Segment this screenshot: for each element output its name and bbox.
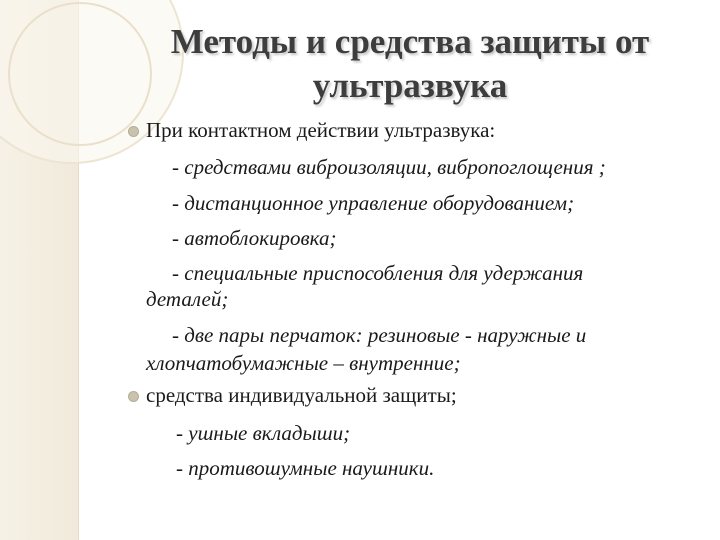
sub-item: - противошумные наушники. bbox=[176, 456, 435, 480]
sub-item: - средствами виброизоляции, вибропоглощения ; bbox=[172, 155, 606, 179]
sub-item: - автоблокировка; bbox=[172, 226, 337, 250]
sub-item: - ушные вкладыши; bbox=[176, 421, 351, 445]
sub-item-continuation: деталей; bbox=[146, 287, 229, 311]
slide-title: Методы и средства защиты от ультразвука bbox=[170, 22, 650, 105]
sub-item: - специальные приспособления для удержания bbox=[172, 261, 584, 285]
bullet-text: средства индивидуальной защиты; bbox=[146, 383, 457, 407]
bullet-icon bbox=[128, 126, 139, 137]
bullet-icon bbox=[128, 391, 139, 402]
sub-item-continuation: хлопчатобумажные – внутренние; bbox=[146, 351, 461, 375]
bullet-text: При контактном действии ультразвука: bbox=[146, 118, 496, 142]
sub-item: - дистанционное управление оборудованием; bbox=[172, 191, 575, 215]
sub-item: - две пары перчаток: резиновые - наружные и bbox=[172, 323, 587, 347]
